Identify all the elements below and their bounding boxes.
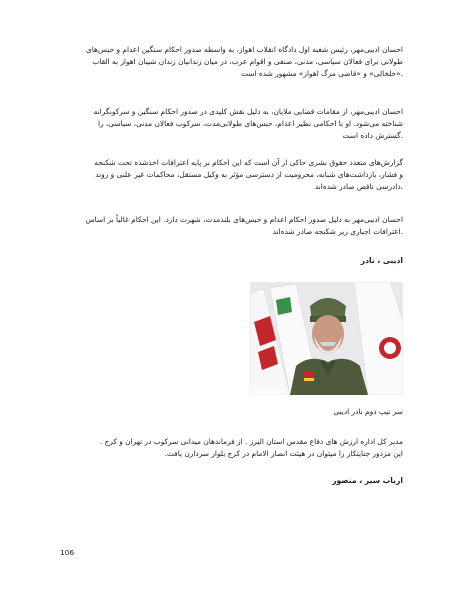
photo-caption: سر تیپ دوم نادر ادیبی [333, 407, 403, 416]
portrait-photo-drawing [250, 282, 403, 395]
paragraph-2 [62, 106, 403, 142]
page-number: 106 [60, 548, 75, 557]
paragraph-line: .اعترافات اجباری زیر شکنجه صادر شده‌اند [272, 227, 403, 236]
paragraph-line: طولانی برای فعالان سیاسی، مدنی، صنفی و اقوام عرب، در میان زندانیان زندان شیبان اهواز به القاب [92, 57, 403, 66]
description-line: مدیر کل اداره ارزش های دفاع مقدس استان البرز . از فرماندهان میدانی سرکوب در تهران و کرج . [99, 437, 403, 446]
paragraph-3 [62, 157, 403, 193]
paragraph-line: شناخته می‌شود. او با احکامی نظیر اعدام، حبس‌های طولانی‌مدت، سرکوب فعالان مدنی، سیاسی، را [97, 119, 403, 128]
section-heading-arbab-sir: ارباب سیر ، منصور [332, 476, 403, 485]
paragraph-line: احسان ادیبی‌مهر به دلیل صدور احکام اعدام و حبس‌های بلندمدت، شهرت دارد. این احکام غالباً بر اساس [85, 215, 403, 224]
paragraph-line: .دادرسی ناقص صادر شده‌اند [314, 182, 403, 191]
paragraph-line: گزارش‌های متعدد حقوق بشری حاکی از آن است که این احکام بر پایه اعترافات اخذشده تحت شکنجه [94, 158, 403, 167]
section-heading-adibi: ادیبی ، نادر [360, 256, 403, 265]
paragraph-line: .«خلخالی» و «قاضی مرگ اهواز» مشهور شده است [241, 69, 403, 78]
paragraph-4 [62, 214, 403, 238]
paragraph-1 [62, 44, 403, 80]
description-paragraph [62, 436, 403, 460]
portrait-photo [250, 282, 403, 395]
paragraph-line: احسان ادیبی‌مهر، رئیس شعبه اول دادگاه انقلاب اهواز، به واسطه صدور احکام سنگین اعدام و حبس‌های [86, 45, 403, 54]
description-line: این مزدور جنایتکار را میتوان در هیئت انصار الامام در کرج بلوار سردارن یافت. [164, 449, 403, 458]
paragraph-line: و فشار، بازداشت‌های شبانه، محرومیت از دسترسی مؤثر به وکیل مستقل، محاکمات غیر علنی و روند [95, 170, 403, 179]
paragraph-line: .گسترش داده است [342, 131, 403, 140]
paragraph-line: احسان ادیبی‌مهر، از مقامات قضایی ملایان، به دلیل نقش کلیدی در صدور احکام سنگین و سرکوبگرانه [93, 107, 403, 116]
